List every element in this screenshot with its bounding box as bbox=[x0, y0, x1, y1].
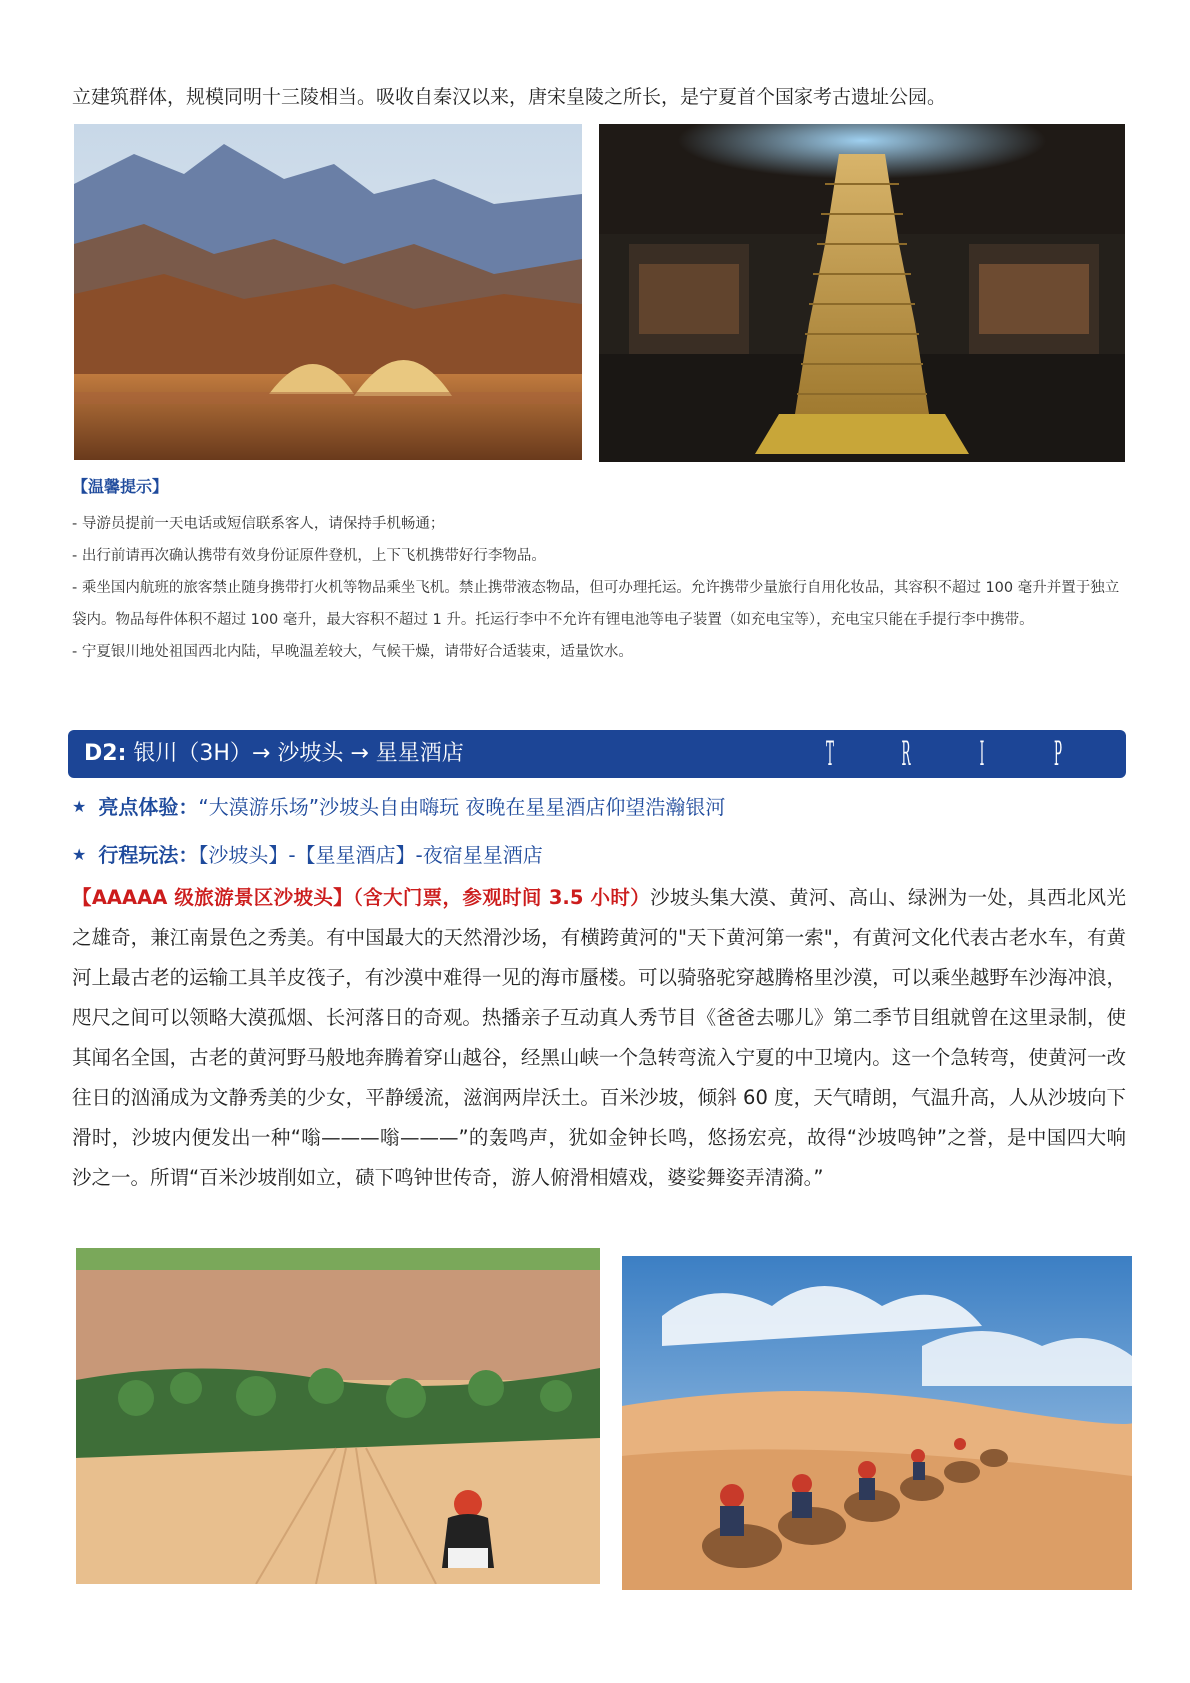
photo-camel-caravan bbox=[622, 1256, 1132, 1590]
photo-shapotou-river bbox=[76, 1248, 600, 1584]
highlights-row bbox=[72, 791, 725, 820]
shapotou-description bbox=[72, 878, 1126, 1198]
trip-letter: T bbox=[826, 734, 834, 774]
tip-item: - 导游员提前一天电话或短信联系客人，请保持手机畅通； bbox=[72, 516, 445, 532]
tips-title: 【温馨提示】 bbox=[72, 477, 169, 496]
star-icon: ★ bbox=[72, 845, 87, 864]
tip-item: - 出行前请再次确认携带有效身份证原件登机，上下飞机携带好行李物品。 bbox=[72, 548, 546, 564]
highlights-text: “大漠游乐场”沙坡头自由嗨玩 夜晚在星星酒店仰望浩瀚银河 bbox=[198, 795, 726, 819]
intro-line: 立建筑群体，规模同明十三陵相当。吸收自秦汉以来，唐宋皇陵之所长，是宁夏首个国家考古遗址公园。 bbox=[72, 86, 947, 108]
star-icon: ★ bbox=[72, 797, 87, 816]
itinerary-label: 行程玩法： bbox=[98, 843, 199, 867]
day-banner bbox=[68, 730, 1126, 778]
banner-title bbox=[84, 730, 464, 778]
photo-xixia-tombs bbox=[74, 124, 582, 460]
scenic-area-title: 【AAAAA 级旅游景区沙坡头】（含大门票，参观时间 3.5 小时） bbox=[72, 886, 651, 909]
tips-list bbox=[72, 508, 1132, 668]
trip-letter: I bbox=[979, 734, 985, 774]
highlights-label: 亮点体验： bbox=[98, 795, 199, 819]
banner-route: 银川（3H）→ 沙坡头 → 星星酒店 bbox=[133, 741, 464, 766]
banner-day: D2: bbox=[84, 741, 127, 766]
itinerary-text: 【沙坡头】-【星星酒店】-夜宿星星酒店 bbox=[198, 843, 543, 867]
description-text: 沙坡头集大漠、黄河、高山、绿洲为一处，具西北风光之雄奇，兼江南景色之秀美。有中国最大的天然滑沙场，有横跨黄河的"天下黄河第一索"，有黄河文化代表古老水车，有黄河上最古老的运输工具羊皮筏子，有沙漠中难得一见的海市蜃楼。可以骑骆驼穿越腾格里沙漠，可以乘坐越野车沙海冲浪，咫尺之间可以领略大漠孤烟、长河落日的奇观。热播亲子互动真人秀节目《爸爸去哪儿》第二季节目组就曾在这里录制，使其闻名全国，古老的黄河野马般地奔腾着穿山越谷，经黑山峡一个急转弯流入宁夏的中卫境内。这一个急转弯，使黄河一改往日的汹涌成为文静秀美的少女，平静缓流，滋润两岸沃土。百米沙坡，倾斜 60 度，天气晴朗，气温升高，人从沙坡向下滑时，沙坡内便发出一种“嗡———嗡———”的轰鸣声，犹如金钟长鸣，悠扬宏亮，故得“沙坡鸣钟”之誉，是中国四大响沙之一。所谓“百米沙坡削如立，碛下鸣钟世传奇，游人俯滑相嬉戏，婆娑舞姿弄清漪。” bbox=[72, 886, 1126, 1189]
trip-letter: R bbox=[901, 734, 911, 774]
trip-lettering bbox=[792, 734, 1096, 774]
tip-item: - 乘坐国内航班的旅客禁止随身携带打火机等物品乘坐飞机。禁止携带液态物品，但可办理托运。允许携带少量旅行自用化妆品，其容积不超过 100 毫升并置于独立袋内。物品每件体积不超过 100 毫升，最大容积不超过 1 升。托运行李中不允许有锂电池等电子装置（如充电宝等），充电宝只能在手提行李中携带。 bbox=[72, 580, 1120, 628]
itinerary-row bbox=[72, 839, 543, 868]
tip-item: - 宁夏银川地处祖国西北内陆，早晚温差较大，气候干燥，请带好合适装束，适量饮水。 bbox=[72, 644, 633, 660]
trip-letter: P bbox=[1053, 734, 1063, 774]
photo-museum-pagoda bbox=[599, 124, 1125, 462]
